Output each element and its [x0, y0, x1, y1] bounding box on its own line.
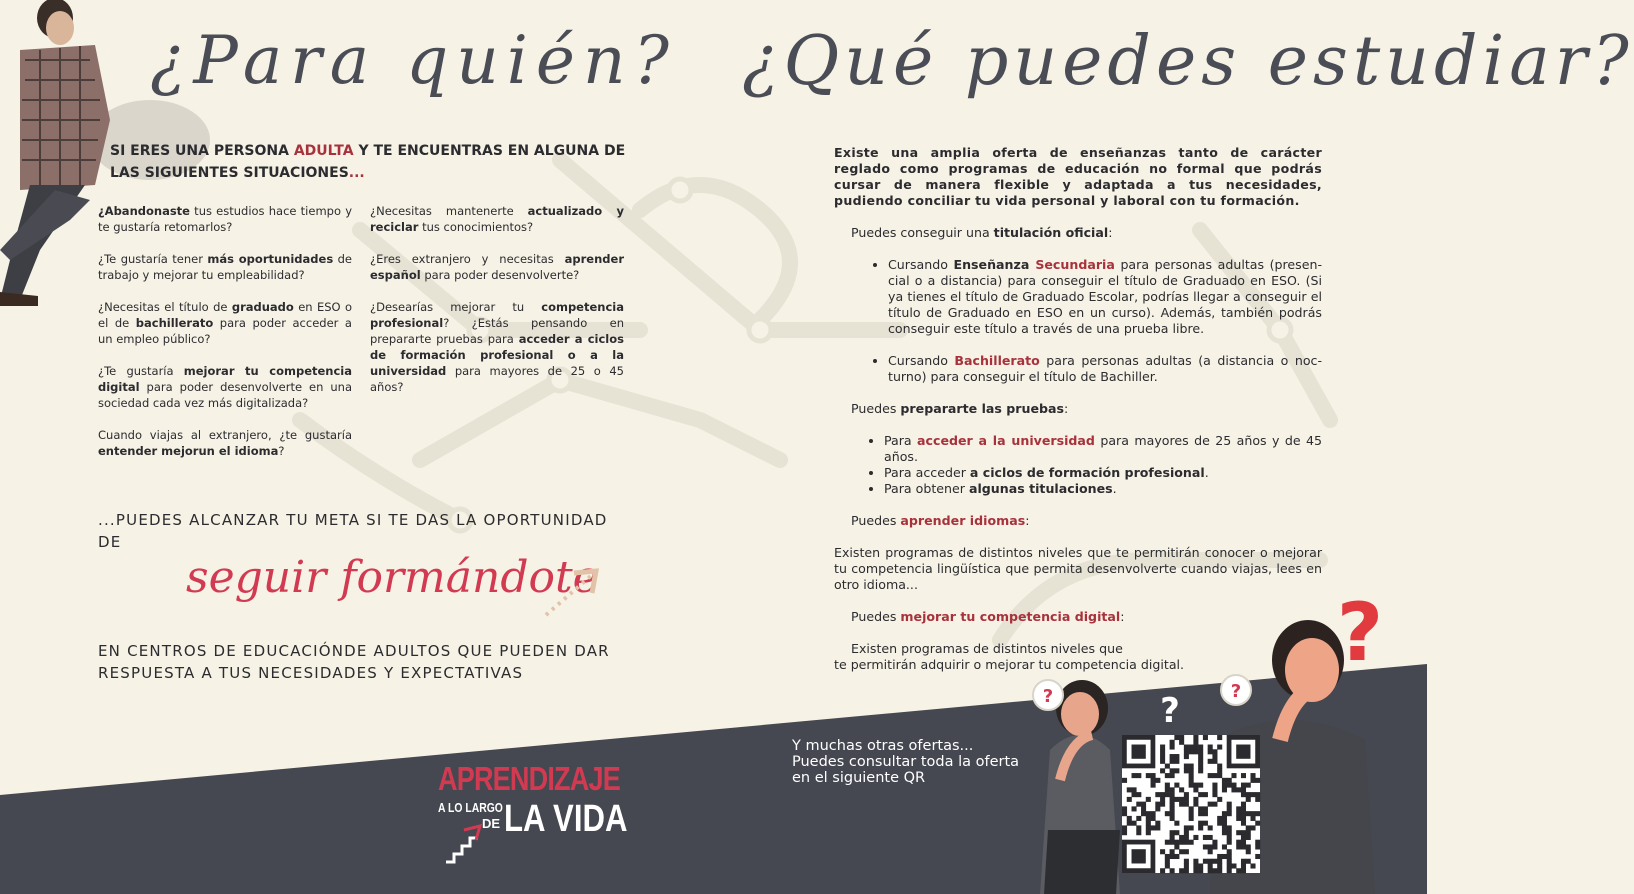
section-pruebas-heading: Puedes prepararte las pruebas:: [851, 401, 1069, 416]
list-item: • Para obtener algunas titulaciones.: [884, 481, 1322, 497]
big-question-icon: ?: [1336, 586, 1384, 679]
logo-line-2a: A LO LARGO: [438, 800, 503, 815]
more-offers-line-3: en el siguiente QR: [792, 770, 926, 786]
section-digital-heading: Puedes mejorar tu competencia digital:: [851, 609, 1125, 624]
logo-line-2b: DE: [482, 816, 501, 831]
question-icon: ?: [1230, 681, 1242, 702]
digital-paragraph-line-2: te permitirán adquirir o mejorar tu competencia digital.: [834, 657, 1185, 672]
intro-paragraph: Existe una amplia oferta de enseñanzas tanto de carácter reglado como programas de educación no formal que podrás cursar de manera flexible y adaptada a tus necesidades, pudiendo conciliar tu vida personal y laboral con tu formación.: [834, 145, 1322, 208]
section-idiomas-heading: Puedes aprender idiomas:: [851, 513, 1030, 528]
more-offers-line-1: Y muchas otras ofertas...: [792, 738, 974, 754]
dotted-arrow-icon: [540, 565, 604, 621]
situation-item: ¿Abandonaste tus estudios hace tiempo y te gustaría retomarlos?: [98, 204, 352, 234]
situation-item: ¿Te gustaría mejorar tu competencia digital para poder desenvolverte en una sociedad cada vez más digitalizada?: [98, 364, 353, 410]
left-column-1: [98, 203, 352, 459]
logo-line-3: LA VIDA: [504, 798, 628, 840]
situation-item: Cuando viajas al extranjero, ¿te gustaría entender mejorun el idioma?: [98, 428, 352, 458]
centers-text: EN CENTROS DE EDUCACIÓNDE ADULTOS QUE PUEDEN DAR RESPUESTA A TUS NECESIDADES Y EXPECTATIVAS: [98, 642, 610, 682]
more-offers-line-2: Puedes consultar toda la oferta: [792, 754, 1020, 770]
right-title: ¿Qué puedes estudiar?: [742, 22, 1634, 101]
situation-item: ¿Desearías mejorar tu competencia profesional? ¿Estás pensando en prepararte pruebas para acceder a ciclos de formación profesional o a la universidad para mayores de 25 o 45 años?: [370, 300, 624, 394]
list-item: • Para acceder a la universidad para mayores de 25 años y de 45 años.: [884, 433, 1322, 465]
more-offers-text: [792, 738, 1019, 786]
idiomas-paragraph: Existen programas de distintos niveles que te permitirán conocer o mejorar tu competencia lingüística que permita desenvolverte cuando viajas, lees en otro idioma...: [834, 545, 1322, 592]
stairs-icon: [444, 822, 488, 864]
situation-item: ¿Te gustaría tener más oportunidades de trabajo y mejorar tu empleabilidad?: [98, 252, 352, 282]
script-slogan: seguir formándote: [186, 552, 599, 603]
titulacion-list: [866, 257, 1322, 385]
digital-paragraph-line-1: Existen programas de distintos niveles que: [851, 641, 1123, 656]
list-item: • Para acceder a ciclos de formación profesional.: [884, 465, 1322, 481]
left-heading: SI ERES UNA PERSONA ADULTA Y TE ENCUENTRAS EN ALGUNA DE LAS SIGUIENTES SITUACIONES...: [110, 143, 626, 181]
left-title: ¿Para quién?: [150, 22, 677, 99]
left-column-2: [370, 203, 624, 395]
section-titulacion-heading: Puedes conseguir una titulación oficial:: [851, 225, 1113, 240]
situation-item: ¿Necesitas mantenerte actualizado y reciclar tus conocimientos?: [370, 204, 624, 234]
question-icon: ?: [1160, 691, 1180, 731]
logo-line-1: APRENDIZAJE: [438, 760, 620, 797]
qr-code[interactable]: [1122, 735, 1260, 873]
situation-item: ¿Eres extranjero y necesitas aprender español para poder desenvolverte?: [370, 252, 624, 282]
list-item: • Cursando Enseñanza Secundaria para personas adultas (presencial o a distancia) para conseguir el título de Graduado en ESO. (Si ya tienes el título de Graduado Escolar, podrías llegar a conseguir el título de Graduado en ESO en un curso). Además, también podrás conseguir este título a través de una prueba libre.: [888, 257, 1322, 337]
pruebas-list: [862, 433, 1322, 497]
question-icon: ?: [1042, 686, 1054, 707]
list-item: • Cursando Bachillerato para personas adultas (a distancia o nocturno) para conseguir el título de Bachiller.: [888, 353, 1322, 385]
goal-text: ...PUEDES ALCANZAR TU META SI TE DAS LA OPORTUNIDAD DE: [98, 511, 608, 551]
situation-item: ¿Necesitas el título de graduado en ESO o el de bachillerato para poder acceder a un empleo público?: [98, 300, 353, 346]
aprendizaje-logo: [438, 760, 628, 870]
